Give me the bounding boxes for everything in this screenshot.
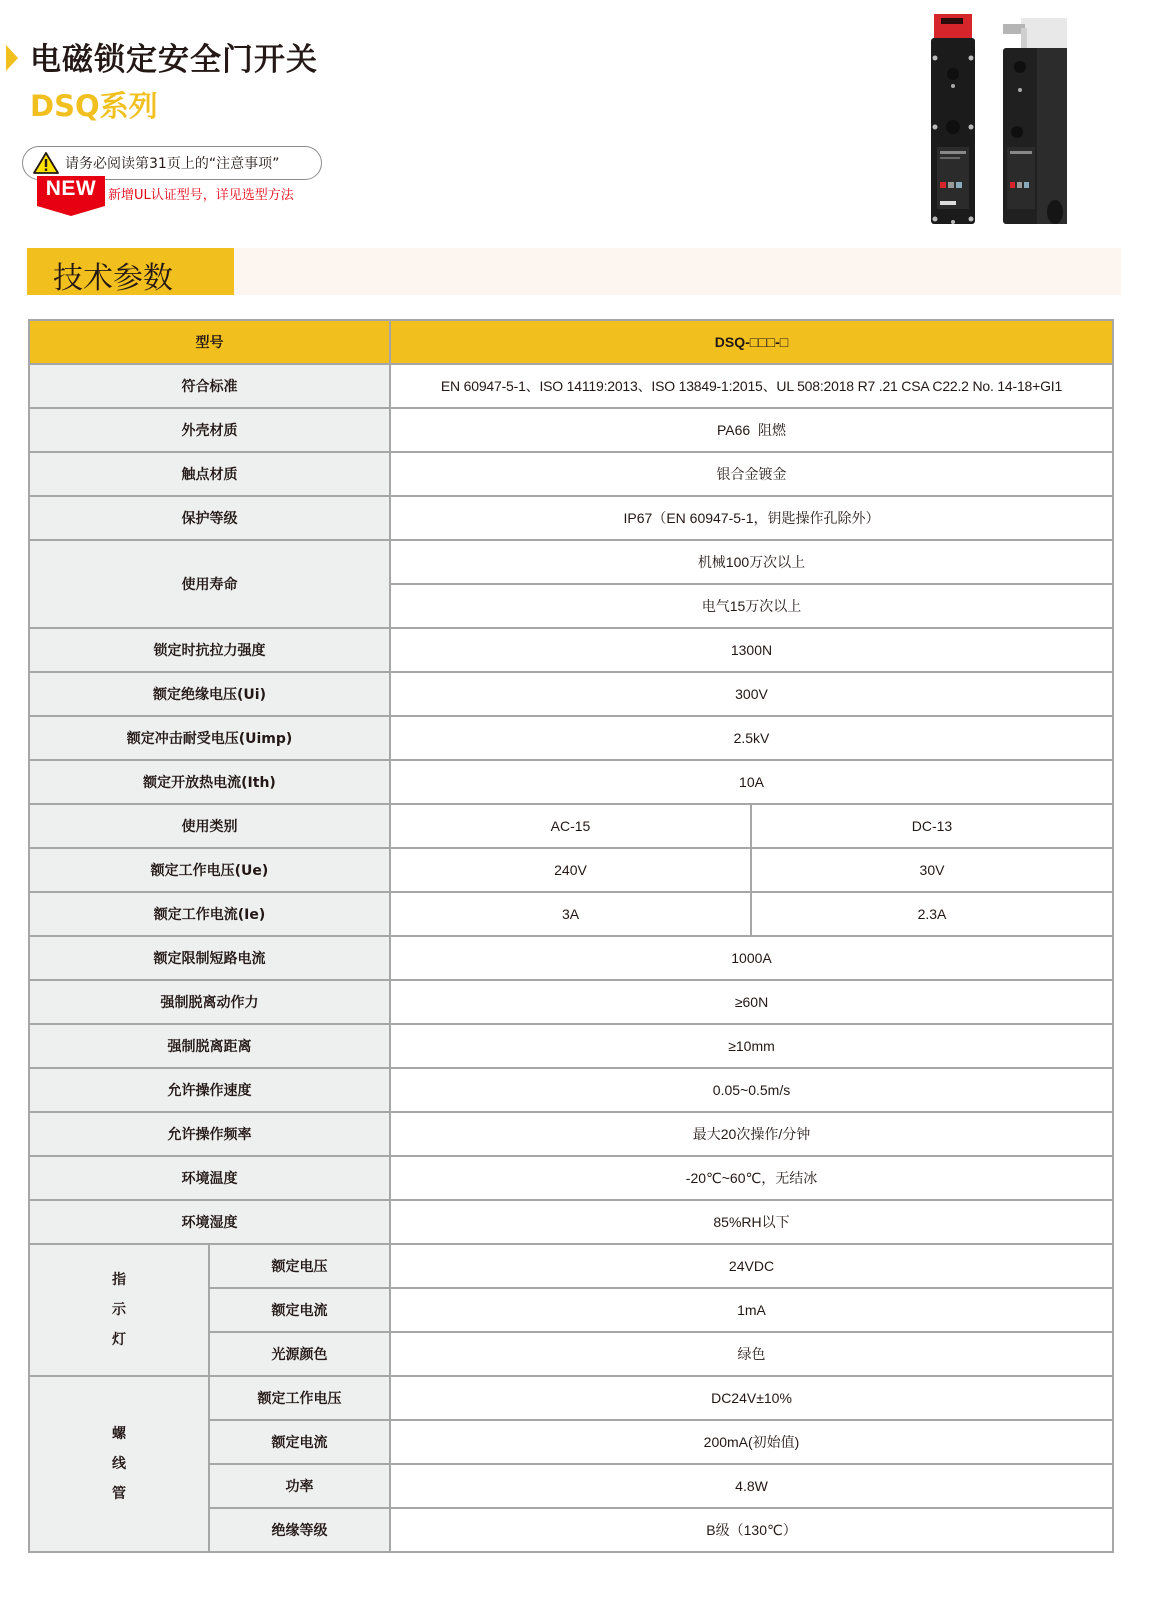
row-label: 锁定时抗拉力强度 [29,628,390,672]
table-row [29,1376,1113,1420]
row-value: 机械100万次以上 [390,540,1113,584]
row-value: PA66 阻燃 [390,408,1113,452]
row-label: 额定工作电压(Ue) [29,848,390,892]
table-row [29,540,1113,584]
indicator-group-label [29,1244,209,1376]
row-label: 额定电流 [209,1420,390,1464]
row-value: IP67（EN 60947-5-1，钥匙操作孔除外） [390,496,1113,540]
section-header [27,248,1121,295]
notice-text: 请务必阅读第31页上的“注意事项” [65,156,280,172]
row-label: 额定限制短路电流 [29,936,390,980]
row-label: 允许操作频率 [29,1112,390,1156]
row-label: 光源颜色 [209,1332,390,1376]
row-value: 200mA(初始值) [390,1420,1113,1464]
row-value: 85%RH以下 [390,1200,1113,1244]
row-label: 额定开放热电流(Ith) [29,760,390,804]
row-label: 触点材质 [29,452,390,496]
ac-value: 240V [390,848,751,892]
group-char: 螺 [112,1426,126,1442]
dc-value: 30V [751,848,1113,892]
row-value: EN 60947-5-1、ISO 14119:2013、ISO 13849-1:2015、UL 508:2018 R7 .21 CSA C22.2 No. 14-18+GI1 [390,364,1113,408]
row-value: DC24V±10% [390,1376,1113,1420]
group-char: 灯 [112,1332,126,1348]
new-label: NEW [45,177,97,200]
table-row [29,1024,1113,1068]
row-value: 1mA [390,1288,1113,1332]
row-label: 允许操作速度 [29,1068,390,1112]
page-title: 电磁锁定安全门开关 [30,42,318,78]
row-label: 强制脱离距离 [29,1024,390,1068]
solenoid-group-label [29,1376,209,1552]
table-row [29,760,1113,804]
row-value: 2.5kV [390,716,1113,760]
table-header-row [29,320,1113,364]
row-label: 额定绝缘电压(Ui) [29,672,390,716]
table-row [29,496,1113,540]
new-ul-note: 新增UL认证型号，详见选型方法 [108,188,294,203]
product-images [925,12,1075,227]
safety-switch-product-icon [925,12,1075,227]
notice-banner [22,146,322,180]
section-title: 技术参数 [53,261,173,296]
warning-triangle-icon [33,151,59,175]
row-value: 0.05~0.5m/s [390,1068,1113,1112]
model-value: DSQ-□□□-□ [390,320,1113,364]
row-label: 额定电流 [209,1288,390,1332]
ac-value: AC-15 [390,804,751,848]
row-value: 10A [390,760,1113,804]
row-value: 最大20次操作/分钟 [390,1112,1113,1156]
group-char: 管 [112,1486,126,1502]
row-value: 1000A [390,936,1113,980]
row-label: 绝缘等级 [209,1508,390,1552]
row-value: -20℃~60℃，无结冰 [390,1156,1113,1200]
row-label: 使用寿命 [29,540,390,628]
row-label: 功率 [209,1464,390,1508]
row-label: 额定工作电压 [209,1376,390,1420]
row-label: 环境湿度 [29,1200,390,1244]
row-value: 1300N [390,628,1113,672]
table-row [29,980,1113,1024]
table-row [29,848,1113,892]
table-row [29,408,1113,452]
row-value: 300V [390,672,1113,716]
table-row [29,1068,1113,1112]
row-value: ≥10mm [390,1024,1113,1068]
model-label: 型号 [29,320,390,364]
row-value: ≥60N [390,980,1113,1024]
table-row [29,364,1113,408]
table-row [29,936,1113,980]
row-value: B级（130℃） [390,1508,1113,1552]
table-row [29,892,1113,936]
table-row [29,1200,1113,1244]
row-label: 额定电压 [209,1244,390,1288]
group-char: 指 [112,1272,126,1288]
ac-value: 3A [390,892,751,936]
section-title-block [27,248,234,295]
row-label: 额定工作电流(Ie) [29,892,390,936]
group-char: 示 [112,1302,126,1318]
table-row [29,452,1113,496]
row-value: 4.8W [390,1464,1113,1508]
row-label: 使用类别 [29,804,390,848]
row-label: 符合标准 [29,364,390,408]
table-row [29,804,1113,848]
row-label: 保护等级 [29,496,390,540]
table-row [29,672,1113,716]
row-value: 绿色 [390,1332,1113,1376]
table-row [29,628,1113,672]
row-value: 24VDC [390,1244,1113,1288]
table-row [29,1244,1113,1288]
spec-table [28,319,1114,1553]
dc-value: 2.3A [751,892,1113,936]
row-label: 外壳材质 [29,408,390,452]
group-char: 线 [112,1456,126,1472]
triangle-right-icon [6,45,18,71]
row-label: 额定冲击耐受电压(Uimp) [29,716,390,760]
row-value: 银合金镀金 [390,452,1113,496]
table-row [29,1156,1113,1200]
row-label: 环境温度 [29,1156,390,1200]
row-value: 电气15万次以上 [390,584,1113,628]
series-title: DSQ系列 [30,89,158,123]
table-row [29,716,1113,760]
row-label: 强制脱离动作力 [29,980,390,1024]
new-badge [37,176,105,216]
table-row [29,1112,1113,1156]
dc-value: DC-13 [751,804,1113,848]
